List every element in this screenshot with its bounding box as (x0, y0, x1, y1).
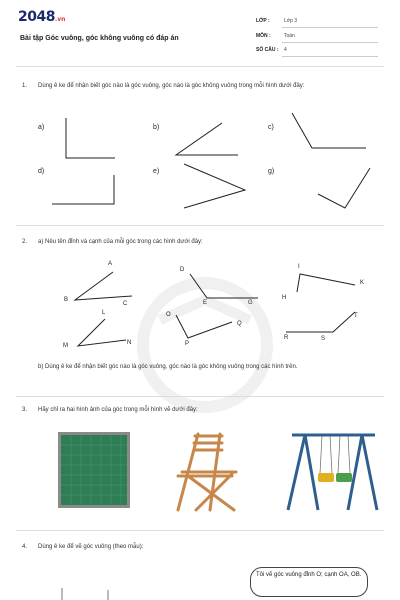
option-g: g) (268, 168, 275, 175)
question-2b-text: b) Dùng ê ke để nhận biết góc nào là góc vuông, góc nào là góc không vuông trong các hình trên. (38, 364, 298, 370)
meta-label-count: SỐ CÂU : (256, 47, 279, 53)
question-1-text: Dùng ê ke để nhận biết góc nào là góc vuông, góc nào là góc không vuông trong mỗi hình dưới đây: (38, 83, 305, 89)
meta-value-class: Lớp 3 (284, 18, 298, 24)
point-t: T (354, 313, 358, 319)
point-s: S (321, 336, 326, 342)
point-o: O (166, 312, 171, 318)
logo-text: 2048 (18, 9, 55, 25)
point-p: P (185, 341, 190, 347)
meta-value-count: 4 (284, 47, 287, 53)
point-c: C (123, 301, 128, 307)
question-2-number: 2. (22, 239, 28, 245)
question-3-text: Hãy chỉ ra hai hình ảnh của góc trong mỗi hình vẽ dưới đây: (38, 407, 198, 413)
question-4-text: Dùng ê ke để vẽ góc vuông (theo mẫu): (38, 544, 144, 550)
document-title: Bài tập Góc vuông, góc không vuông có đáp án (20, 35, 179, 42)
point-g: G (248, 300, 253, 306)
point-a: A (108, 261, 113, 267)
option-c: c) (268, 124, 274, 131)
point-d: D (180, 267, 185, 273)
point-r: R (284, 335, 289, 341)
point-m: M (63, 343, 68, 349)
point-b: B (64, 297, 69, 303)
question-3-number: 3. (22, 407, 28, 413)
point-k: K (360, 280, 365, 286)
meta-label-class: LỚP : (256, 18, 270, 24)
point-i: I (298, 264, 300, 270)
question-1-number: 1. (22, 83, 28, 89)
option-e: e) (153, 168, 160, 175)
logo-suffix: .vn (54, 16, 66, 23)
option-a: a) (38, 124, 45, 131)
point-e: E (203, 300, 208, 306)
option-d: d) (38, 168, 45, 175)
question-2-text: a) Nêu tên đỉnh và cạnh của mỗi góc trong các hình dưới đây: (38, 239, 203, 245)
meta-label-subject: MÔN : (256, 33, 271, 39)
option-b: b) (153, 124, 160, 131)
point-n: N (127, 340, 132, 346)
meta-value-subject: Toán (284, 33, 295, 39)
point-h: H (282, 295, 287, 301)
point-q: Q (237, 321, 242, 327)
point-l: L (102, 310, 106, 316)
question-4-number: 4. (22, 544, 28, 550)
speech-bubble-text: Tôi vẽ góc vuông đỉnh O; cạnh OA, OB. (256, 572, 362, 578)
